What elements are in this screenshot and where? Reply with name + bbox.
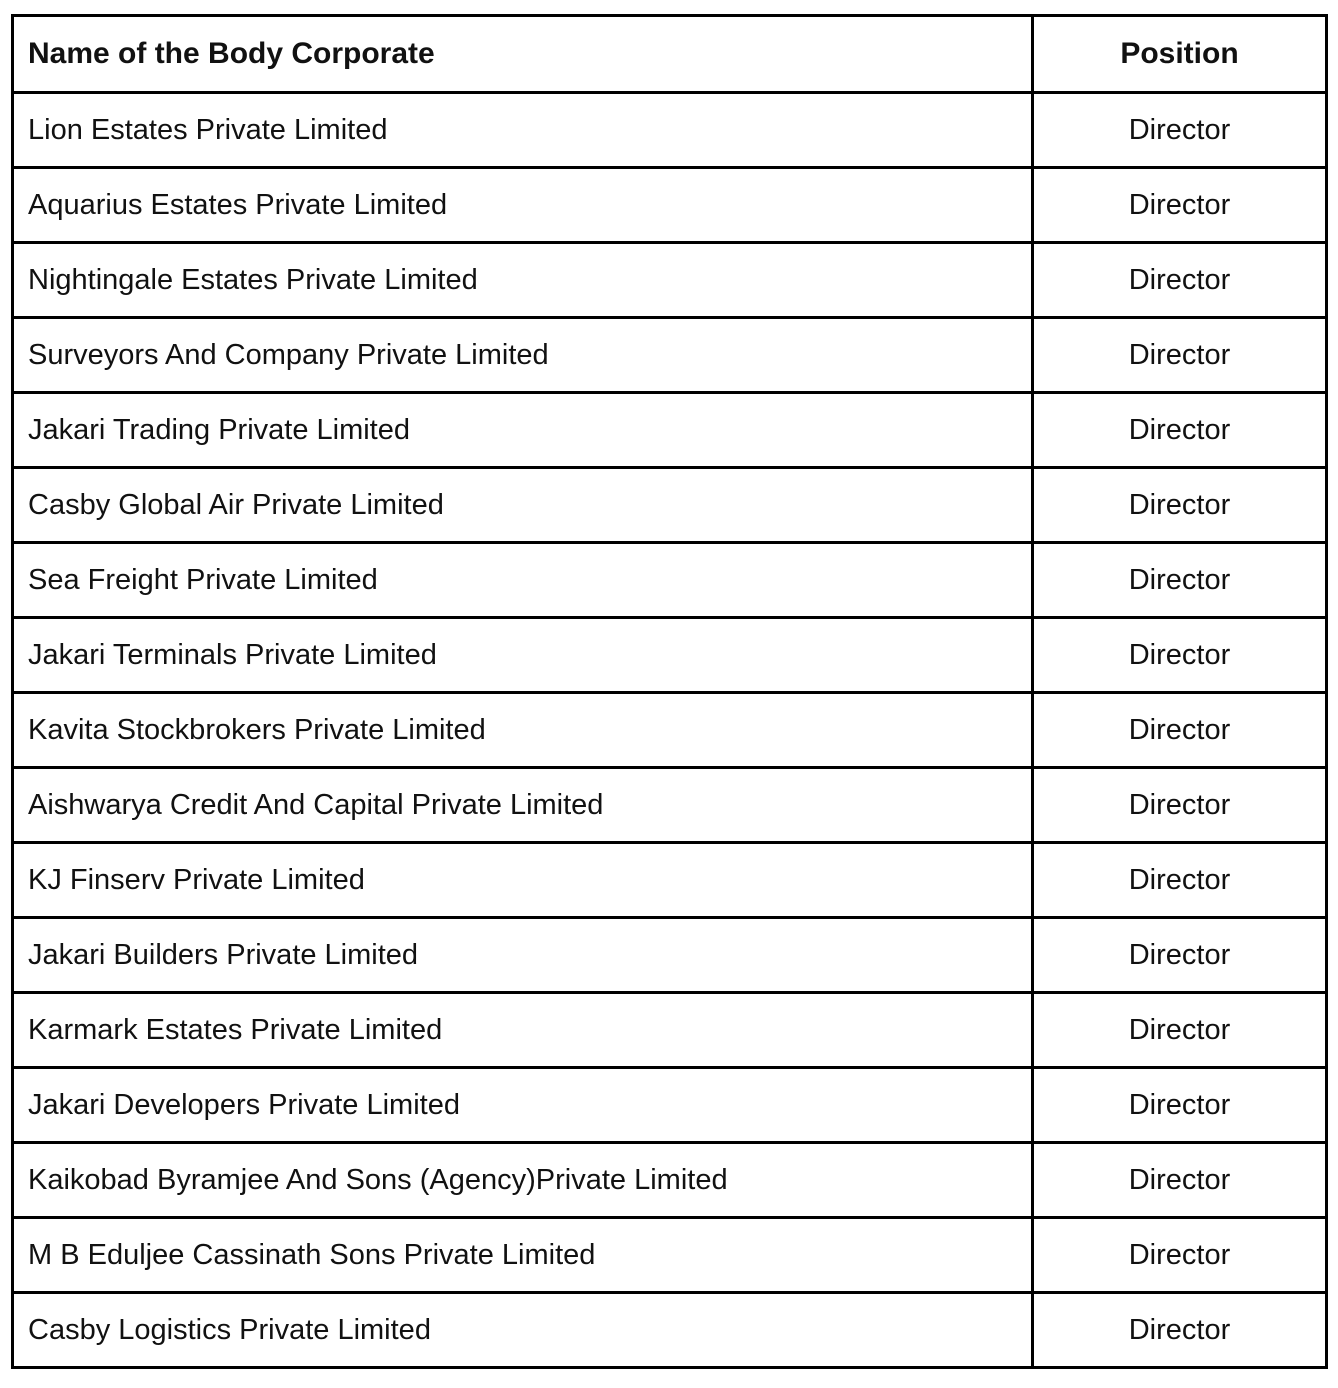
table-row bbox=[13, 993, 1327, 1068]
table-row bbox=[13, 1218, 1327, 1293]
table-row bbox=[13, 318, 1327, 393]
table-row bbox=[13, 1068, 1327, 1143]
body-corporate-name: Casby Logistics Private Limited bbox=[13, 1293, 1033, 1368]
column-header-name-of-body-corporate: Name of the Body Corporate bbox=[13, 16, 1033, 93]
body-corporate-name: Aquarius Estates Private Limited bbox=[13, 168, 1033, 243]
table-row bbox=[13, 1293, 1327, 1368]
body-corporate-name: Surveyors And Company Private Limited bbox=[13, 318, 1033, 393]
table-header bbox=[13, 16, 1327, 93]
body-corporate-name: Sea Freight Private Limited bbox=[13, 543, 1033, 618]
table-body bbox=[13, 93, 1327, 1368]
position-value: Director bbox=[1033, 993, 1327, 1068]
position-value: Director bbox=[1033, 1293, 1327, 1368]
body-corporate-name: Lion Estates Private Limited bbox=[13, 93, 1033, 168]
body-corporate-name: Jakari Builders Private Limited bbox=[13, 918, 1033, 993]
position-value: Director bbox=[1033, 1218, 1327, 1293]
table-row bbox=[13, 93, 1327, 168]
table-row bbox=[13, 918, 1327, 993]
position-value: Director bbox=[1033, 1143, 1327, 1218]
position-value: Director bbox=[1033, 1068, 1327, 1143]
body-corporate-name: KJ Finserv Private Limited bbox=[13, 843, 1033, 918]
position-value: Director bbox=[1033, 93, 1327, 168]
column-header-position: Position bbox=[1033, 16, 1327, 93]
table-row bbox=[13, 168, 1327, 243]
position-value: Director bbox=[1033, 168, 1327, 243]
position-value: Director bbox=[1033, 918, 1327, 993]
body-corporate-name: M B Eduljee Cassinath Sons Private Limited bbox=[13, 1218, 1033, 1293]
position-value: Director bbox=[1033, 843, 1327, 918]
body-corporate-name: Jakari Terminals Private Limited bbox=[13, 618, 1033, 693]
position-value: Director bbox=[1033, 318, 1327, 393]
header-row bbox=[13, 16, 1327, 93]
table-row bbox=[13, 543, 1327, 618]
position-value: Director bbox=[1033, 768, 1327, 843]
position-value: Director bbox=[1033, 243, 1327, 318]
table-row bbox=[13, 243, 1327, 318]
table-row bbox=[13, 843, 1327, 918]
table-row bbox=[13, 693, 1327, 768]
position-value: Director bbox=[1033, 468, 1327, 543]
position-value: Director bbox=[1033, 543, 1327, 618]
body-corporate-name: Jakari Trading Private Limited bbox=[13, 393, 1033, 468]
table-row bbox=[13, 768, 1327, 843]
body-corporate-table-container bbox=[11, 14, 1328, 1369]
body-corporate-name: Casby Global Air Private Limited bbox=[13, 468, 1033, 543]
body-corporate-name: Kavita Stockbrokers Private Limited bbox=[13, 693, 1033, 768]
position-value: Director bbox=[1033, 393, 1327, 468]
table-row bbox=[13, 393, 1327, 468]
body-corporate-table bbox=[11, 14, 1328, 1369]
body-corporate-name: Nightingale Estates Private Limited bbox=[13, 243, 1033, 318]
position-value: Director bbox=[1033, 693, 1327, 768]
table-row bbox=[13, 1143, 1327, 1218]
body-corporate-name: Kaikobad Byramjee And Sons (Agency)Private Limited bbox=[13, 1143, 1033, 1218]
position-value: Director bbox=[1033, 618, 1327, 693]
body-corporate-name: Jakari Developers Private Limited bbox=[13, 1068, 1033, 1143]
body-corporate-name: Karmark Estates Private Limited bbox=[13, 993, 1033, 1068]
table-row bbox=[13, 618, 1327, 693]
body-corporate-name: Aishwarya Credit And Capital Private Limited bbox=[13, 768, 1033, 843]
table-row bbox=[13, 468, 1327, 543]
